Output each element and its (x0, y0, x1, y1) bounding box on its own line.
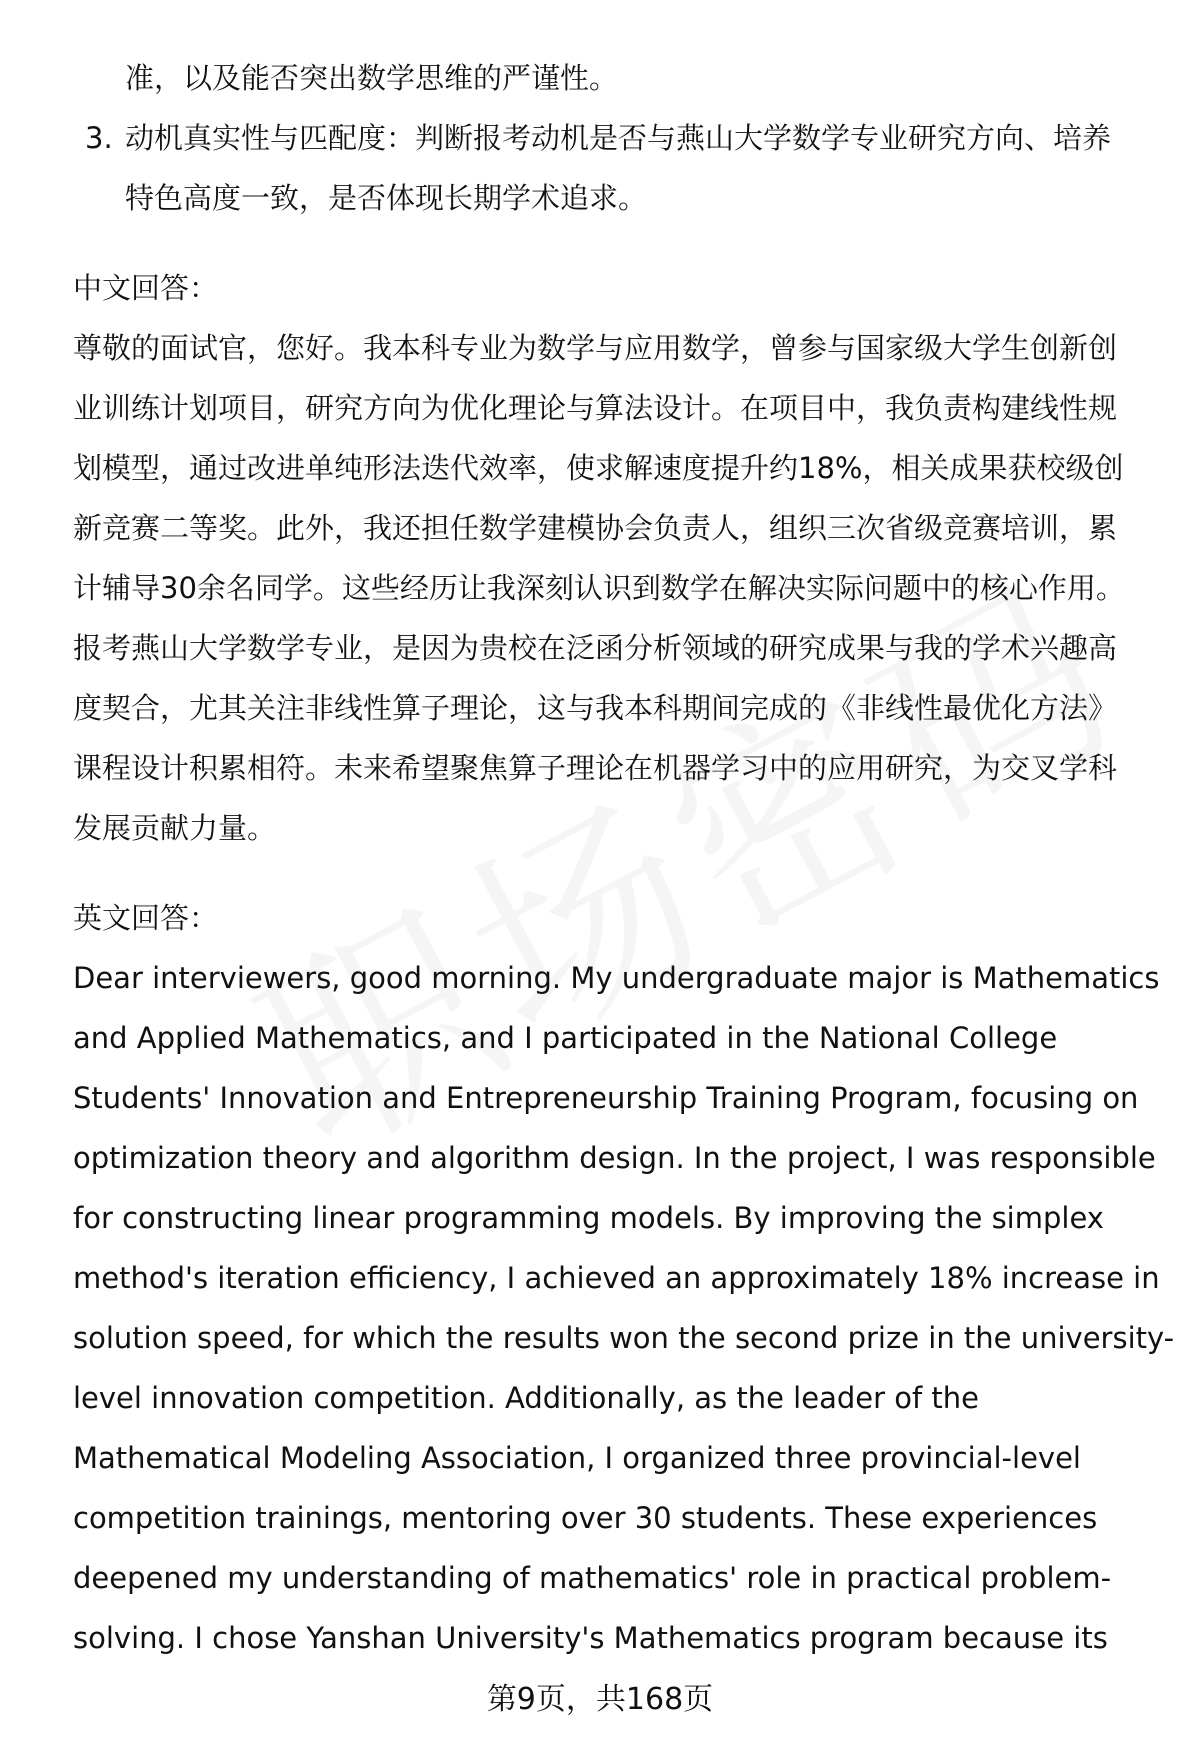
list-item-line: 动机真实性与匹配度：判断报考动机是否与燕山大学数学专业研究方向、培养 (125, 121, 1112, 155)
paragraph-line: Students' Innovation and Entrepreneurship Training Program, focusing on (73, 1081, 1139, 1115)
paragraph-line: competition trainings, mentoring over 30 students. These experiences (73, 1501, 1098, 1535)
list-item-text (125, 108, 1153, 228)
paragraph-line: Dear interviewers, good morning. My undergraduate major is Mathematics (73, 961, 1160, 995)
paragraph-line: 新竞赛二等奖。此外，我还担任数学建模协会负责人，组织三次省级竞赛培训，累 (73, 511, 1118, 545)
chinese-answer-paragraph (73, 318, 1153, 858)
chinese-answer-label: 中文回答： (73, 271, 219, 305)
paragraph-line: 发展贡献力量。 (73, 811, 277, 845)
paragraph-line: optimization theory and algorithm design. In the project, I was responsible (73, 1141, 1156, 1175)
paragraph-line: 尊敬的面试官，您好。我本科专业为数学与应用数学，曾参与国家级大学生创新创 (73, 331, 1118, 365)
paragraph-line: deepened my understanding of mathematics' role in practical problem- (73, 1561, 1112, 1595)
list-item-number: 3. (85, 121, 113, 155)
english-answer-paragraph (73, 948, 1175, 1668)
list-item-line: 特色高度一致，是否体现长期学术追求。 (125, 181, 648, 215)
paragraph-line: solution speed, for which the results won the second prize in the university- (73, 1321, 1175, 1355)
paragraph-line: 度契合，尤其关注非线性算子理论，这与我本科期间完成的《非线性最优化方法》 (73, 691, 1118, 725)
paragraph-line: for constructing linear programming models. By improving the simplex (73, 1201, 1104, 1235)
page-number-footer: 第9页，共168页 (486, 1682, 714, 1717)
list-item-2-continuation: 准，以及能否突出数学思维的严谨性。 (125, 61, 619, 95)
english-answer-label: 英文回答： (73, 901, 219, 935)
paragraph-line: and Applied Mathematics, and I participated in the National College (73, 1021, 1058, 1055)
paragraph-line: solving. I chose Yanshan University's Mathematics program because its (73, 1621, 1108, 1655)
paragraph-line: 业训练计划项目，研究方向为优化理论与算法设计。在项目中，我负责构建线性规 (73, 391, 1118, 425)
list-item-3 (73, 108, 1153, 228)
page-content (73, 48, 1175, 1668)
paragraph-line: method's iteration efficiency, I achieved an approximately 18% increase in (73, 1261, 1160, 1295)
paragraph-line: level innovation competition. Additionally, as the leader of the (73, 1381, 980, 1415)
paragraph-line: 报考燕山大学数学专业，是因为贵校在泛函分析领域的研究成果与我的学术兴趣高 (73, 631, 1118, 665)
paragraph-line: 计辅导30余名同学。这些经历让我深刻认识到数学在解决实际问题中的核心作用。 (73, 571, 1125, 605)
paragraph-line: 课程设计积累相符。未来希望聚焦算子理论在机器学习中的应用研究，为交叉学科 (73, 751, 1118, 785)
paragraph-line: Mathematical Modeling Association, I organized three provincial-level (73, 1441, 1081, 1475)
paragraph-line: 划模型，通过改进单纯形法迭代效率，使求解速度提升约18%，相关成果获校级创 (73, 451, 1124, 485)
